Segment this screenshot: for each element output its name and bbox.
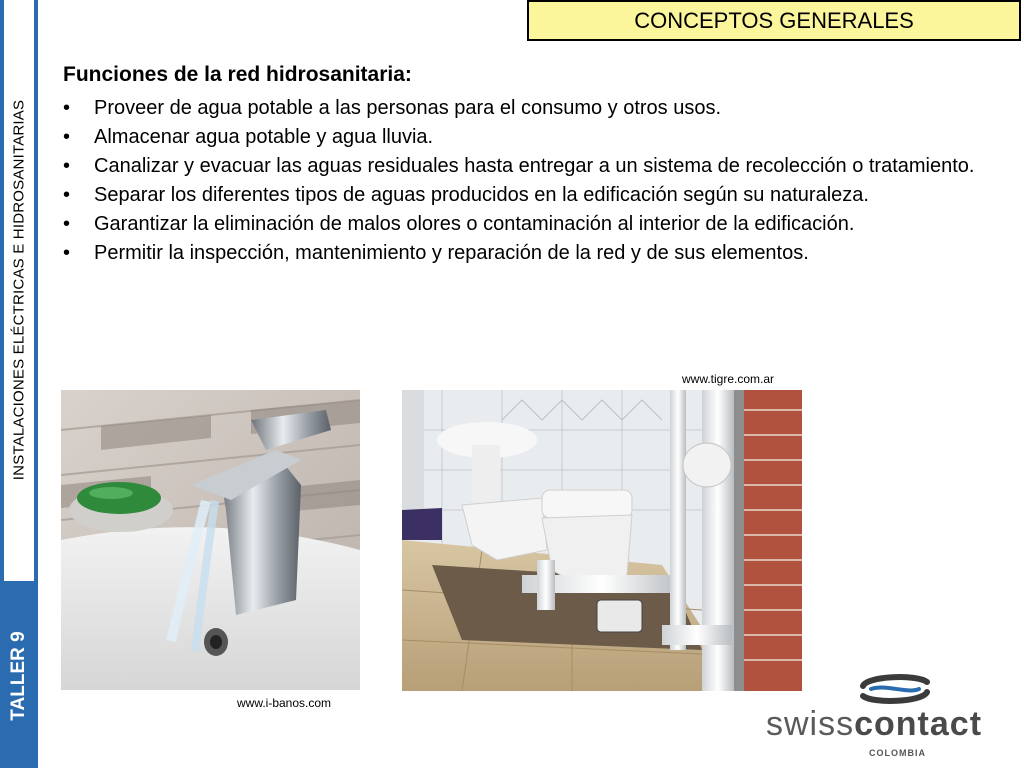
brand-bold: contact: [854, 705, 983, 743]
bullet-item: • Permitir la inspección, mantenimiento y reparación de la red y de sus elementos.: [63, 239, 994, 268]
brand-logo-text: [766, 705, 982, 744]
page-heading: Funciones de la red hidrosanitaria:: [63, 63, 412, 86]
bathroom-image-credit: www.tigre.com.ar: [682, 372, 775, 386]
bullet-item: • Proveer de agua potable a las personas para el consumo y otros usos.: [63, 94, 994, 123]
bullet-item: • Garantizar la eliminación de malos olores o contaminación al interior de la edificación.: [63, 210, 994, 239]
faucet-illustration: [61, 390, 360, 690]
brand-light: swiss: [766, 705, 855, 743]
faucet-photo: [61, 390, 360, 690]
workshop-label: TALLER 9: [8, 631, 29, 721]
bullet-item: • Separar los diferentes tipos de aguas producidos en la edificación según su naturaleza.: [63, 181, 994, 210]
section-title: CONCEPTOS GENERALES: [634, 7, 914, 33]
bullet-list: [63, 94, 994, 268]
brand-country: COLOMBIA: [869, 748, 926, 758]
section-header: [527, 0, 1021, 41]
course-title: INSTALACIONES ELÉCTRICAS E HIDROSANITARIAS: [10, 99, 28, 481]
bathroom-illustration: [402, 390, 802, 691]
bathroom-photo: [402, 390, 802, 691]
swisscontact-logo-icon: [857, 672, 933, 706]
faucet-image-credit: www.i-banos.com: [237, 696, 332, 710]
bullet-item: • Canalizar y evacuar las aguas residuales hasta entregar a un sistema de recolección o tratamiento.: [63, 152, 994, 181]
bullet-item: • Almacenar agua potable y agua lluvia.: [63, 123, 994, 152]
